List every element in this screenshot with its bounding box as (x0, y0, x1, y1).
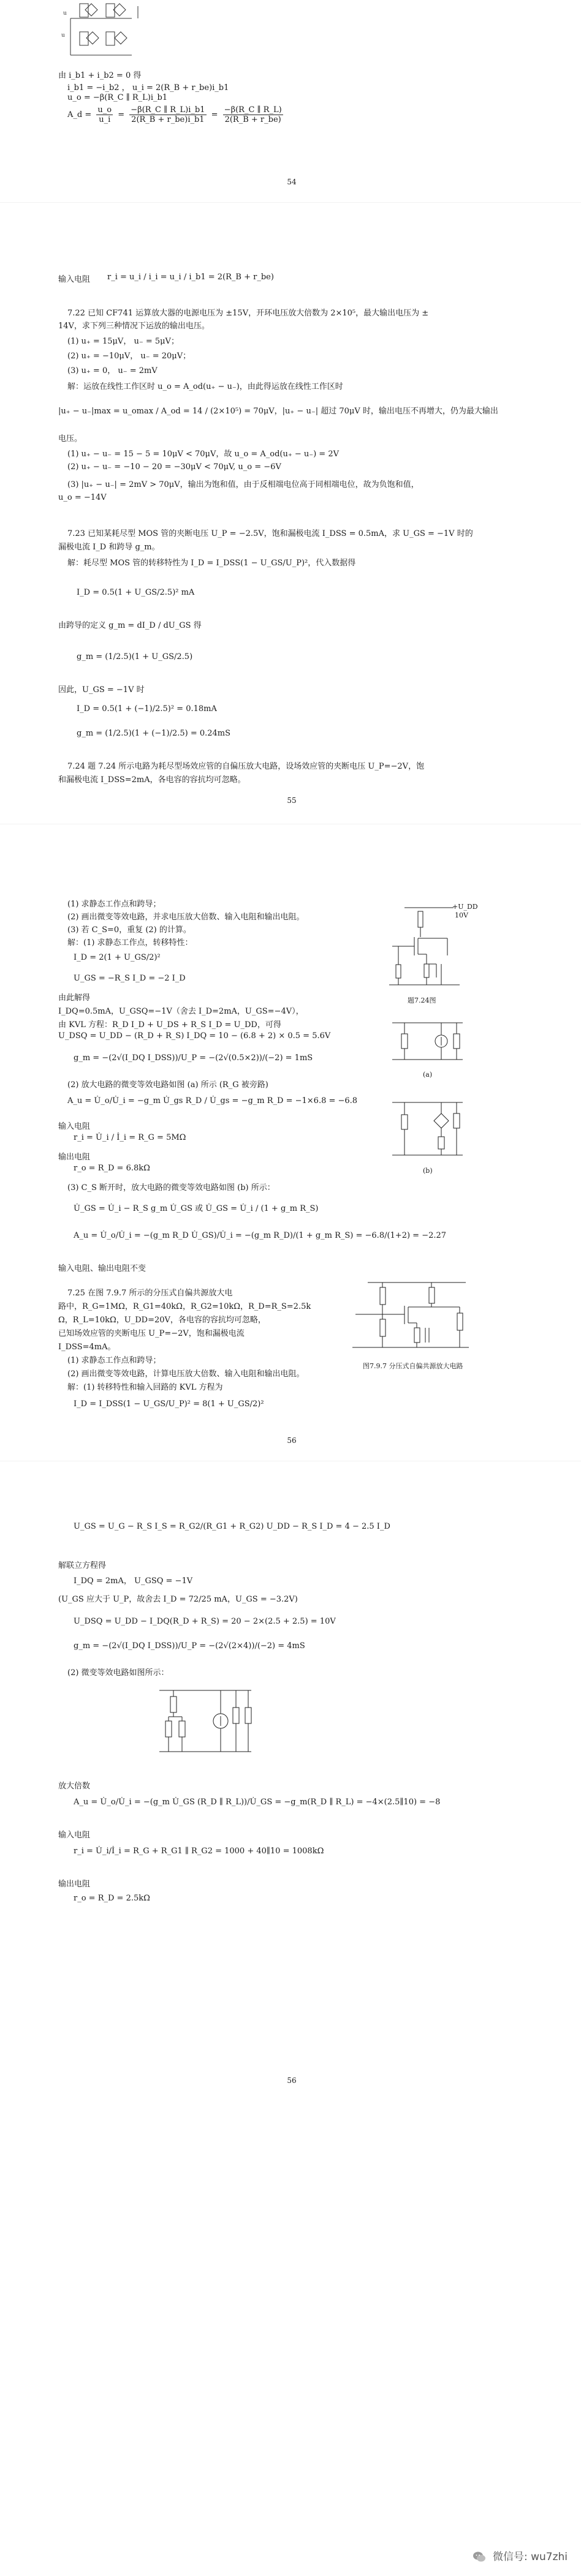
circuit-fig-7-9-7 (343, 1275, 484, 1355)
q723-eq4: 因此，U_GS = −1V 时 (58, 685, 145, 695)
p56-l1: (1) 求静态工作点和跨导； (67, 900, 161, 909)
page-number-54: 54 (287, 178, 297, 186)
p57-e6: g_m = −(2√(I_DQ I_DSS))/U_P = −(2√(2×4))/(−2) = 4mS (74, 1641, 305, 1651)
q723-eq2: 由跨导的定义 g_m = dI_D / dU_GS 得 (58, 621, 202, 630)
p54-condition: 由 i_b1 + i_b2 = 0 得 (58, 71, 142, 80)
q725-text-f: (1) 求静态工作点和跨导； (67, 1356, 161, 1365)
q723-eq3: g_m = (1/2.5)(1 + U_GS/2.5) (77, 652, 193, 661)
p57-e13: r_o = R_D = 2.5kΩ (74, 1894, 150, 1903)
p56-l16: 输出电阻 (58, 1153, 91, 1162)
p56-l5: I_D = 2(1 + U_GS/2)² (74, 953, 161, 962)
fig724-vdd-value: 10V (455, 911, 468, 919)
p54-eq3-c-num: −β(R_C ∥ R_L) (224, 105, 282, 115)
small-signal-circuit-a (383, 1017, 472, 1069)
q722-case2: (2) u₊ = −10μV， u₋ = 20μV； (67, 352, 191, 361)
q725-text-i: I_D = I_DSS(1 − U_GS/U_P)² = 8(1 + U_GS/2)² (74, 1399, 264, 1409)
p56-l7: 由此解得 (58, 993, 91, 1003)
q725-text-e: I_DSS=4mA。 (58, 1343, 116, 1352)
fig724-vdd-label: +U_DD (452, 903, 478, 911)
q722-solution-3: 电压。 (58, 434, 83, 443)
fig-a-label: (a) (423, 1071, 433, 1079)
p56-l11: g_m = −(2√(I_DQ I_DSS))/U_P = −(2√(0.5×2))/(−2) = 1mS (74, 1053, 313, 1063)
page-number-57: 56 (287, 2076, 297, 2085)
p56-l12: (2) 放大电路的微变等效电路如图 (a) 所示 (R_G 被旁路) (67, 1080, 268, 1090)
p54-eq3-a-num: u_o (97, 105, 112, 115)
p56-l9: 由 KVL 方程：R_D I_D + U_DS + R_S I_D = U_DD，可得 (58, 1020, 281, 1030)
page-separator (0, 202, 581, 203)
fig797-caption: 图7.9.7 分压式自偏共源放大电路 (363, 1362, 463, 1370)
p56-l15: r_i = U̇_i / İ_i = R_G = 5MΩ (74, 1133, 186, 1142)
q723-eq5: I_D = 0.5(1 + (−1)/2.5)² = 0.18mA (77, 704, 217, 714)
q723-text-b: 漏极电流 I_D 和跨导 g_m。 (58, 543, 160, 552)
q723-text: 7.23 已知某耗尽型 MOS 管的夹断电压 U_P = −2.5V，饱和漏极电流 I_DSS = 0.5mA，求 U_GS = −1V 时的 (67, 529, 473, 538)
p57-e5: U_DSQ = U_DD − I_DQ(R_D + R_S) = 20 − 2×(2.5 + 2.5) = 10V (74, 1617, 336, 1626)
p56-l10: U_DSQ = U_DD − (R_D + R_S) I_DQ = 10 − (6.8 + 2) × 0.5 = 5.6V (58, 1031, 331, 1041)
p56-l18: (3) C_S 断开时，放大电路的微变等效电路如图 (b) 所示： (67, 1183, 275, 1192)
p57-e8: 放大倍数 (58, 1782, 91, 1791)
q725-text-b: 路中，R_G=1MΩ，R_G1=40kΩ，R_G2=10kΩ，R_D=R_S=2.5k (58, 1302, 311, 1311)
q725-text-d: 已知场效应管的夹断电压 U_P=−2V，饱和漏极电流 (58, 1329, 245, 1338)
p57-e12: 输出电阻 (58, 1880, 91, 1889)
svg-text:u: u (63, 10, 67, 17)
watermark-text: 微信号: wu7zhi (492, 2551, 568, 2563)
q723-solution: 解：耗尽型 MOS 管的转移特性为 I_D = I_DSS(1 − U_GS/U_P)²，代入数据得 (67, 559, 356, 568)
q722-case1: (1) u₊ = 15μV， u₋ = 5μV； (67, 337, 179, 346)
q725-text-g: (2) 画出微变等效电路，计算电压放大倍数、输入电阻和输出电阻。 (67, 1369, 305, 1379)
q725-text: 7.25 在图 7.9.7 所示的分压式自偏共源放大电 (67, 1289, 233, 1298)
p56-l8: I_DQ=0.5mA，U_GSQ=−1V（舍去 I_D=2mA，U_GS=−4V）， (58, 1007, 304, 1016)
p54-eq3-b-den: 2(R_B + r_be)i_b1 (131, 115, 205, 124)
q722-solution: 解：运放在线性工作区时 u_o = A_od(u₊ − u₋)，由此得运放在线性工作区时 (67, 382, 343, 391)
q722-answer3: (3) |u₊ − u₋| = 2mV > 70μV，输出为饱和值，由于反相端电位高于同相端电位，故为负饱和值， (67, 480, 419, 489)
p57-e10: 输入电阻 (58, 1831, 91, 1840)
p54-eq3-a-den: u_i (99, 115, 111, 124)
q722-text: 7.22 已知 CF741 运算放大器的电源电压为 ±15V，开环电压放大倍数为 2×10⁵，最大输出电压为 ± (67, 309, 429, 318)
p57-e4: (U_GS 应大于 U_P，故舍去 I_D = 72/25 mA，U_GS = −3.2V) (58, 1595, 298, 1604)
p54-eq3-c-den: 2(R_B + r_be) (224, 115, 281, 124)
p56-l14: 输入电阻 (58, 1122, 91, 1131)
p57-e7: (2) 微变等效电路如图所示： (67, 1668, 169, 1678)
p54-eq3: A_d = $\frac{u\_o}{u\_i}$ = $\frac{-\beta(R\_C \parallel R\_L)i\_b1}{2(R\_B + r\_be)i\_b1}$ = $\frac{-\beta(R\_C \parallel R\_L)}{2(R\_B + r\_be)}$ (67, 105, 282, 124)
p56-l3: (3) 若 C_S=0，重复 (2) 的计算。 (67, 925, 191, 935)
q725-text-c: Ω，R_L=10kΩ，U_DD=20V，各电容的容抗均可忽略， (58, 1316, 266, 1325)
p57-e2: 解联立方程得 (58, 1561, 107, 1570)
circuit-diff-amp-fragment (58, 0, 147, 61)
p56-l19: U̇_GS = U̇_i − R_S g_m U̇_GS 或 U̇_GS = U̇_i / (1 + g_m R_S) (74, 1204, 319, 1213)
q723-eq6: g_m = (1/2.5)(1 + (−1)/2.5) = 0.24mS (77, 729, 231, 738)
q722-answer1: (1) u₊ − u₋ = 15 − 5 = 10μV < 70μV，故 u_o = A_od(u₊ − u₋) = 2V (67, 450, 339, 459)
p56-l17: r_o = R_D = 6.8kΩ (74, 1164, 150, 1173)
q722-text-b: 14V，求下列三种情况下运放的输出电压。 (58, 322, 210, 331)
p56-l20: A_u = U̇_o/U̇_i = −(g_m R_D U̇_GS)/U̇_i = −(g_m R_D)/(1 + g_m R_S) = −6.8/(1+2) = −2.27 (74, 1231, 447, 1240)
wechat-icon (473, 2550, 486, 2564)
svg-text:u: u (61, 32, 65, 39)
p54-eq2: u_o = −β(R_C ∥ R_L)i_b1 (67, 93, 168, 102)
page-number-56: 56 (287, 1436, 297, 1445)
p57-e11: r_i = U̇_i/İ_i = R_G + R_G1 ∥ R_G2 = 1000 + 40∥10 = 1008kΩ (74, 1847, 324, 1856)
fig-b-label: (b) (423, 1167, 433, 1175)
q722-answer3-b: u_o = −14V (58, 493, 107, 502)
p55-rin-label: 输入电阻 (58, 275, 91, 284)
p54-eq1: i_b1 = −i_b2 ， u_i = 2(R_B + r_be)i_b1 (67, 83, 229, 92)
p56-l4: 解：(1) 求静态工作点，转移特性： (67, 938, 193, 947)
small-signal-circuit-7-25 (147, 1683, 264, 1760)
p57-e9: A_u = U̇_o/U̇_i = −(g_m U̇_GS (R_D ∥ R_L))/U̇_GS = −g_m(R_D ∥ R_L) = −4×(2.5∥10) = −8 (74, 1798, 441, 1807)
page-number-55: 55 (287, 796, 297, 805)
p56-l6: U_GS = −R_S I_D = −2 I_D (74, 974, 186, 983)
q722-case3: (3) u₊ = 0， u₋ = 2mV (67, 366, 158, 375)
p54-eq3-lhs: A_d = (67, 110, 92, 119)
q725-text-h: 解：(1) 转移特性和输入回路的 KVL 方程为 (67, 1383, 223, 1392)
fig724-caption: 题7.24图 (408, 996, 436, 1004)
wechat-watermark (473, 2548, 568, 2564)
p56-l21: 输入电阻、输出电阻不变 (58, 1264, 146, 1273)
p56-l2: (2) 画出微变等效电路，并求电压放大倍数、输入电阻和输出电阻。 (67, 913, 305, 922)
p57-e3: I_DQ = 2mA， U_GSQ = −1V (74, 1576, 193, 1586)
p55-rin-eq: r_i = u_i / i_i = u_i / i_b1 = 2(R_B + r_be) (107, 273, 274, 282)
q724-text-b: 和漏极电流 I_DSS=2mA，各电容的容抗均可忽略。 (58, 775, 246, 785)
q723-eq1: I_D = 0.5(1 + U_GS/2.5)² mA (77, 588, 195, 597)
q722-solution-2: |u₊ − u₋|max = u_omax / A_od = 14 / (2×10⁵) = 70μV，|u₊ − u₋| 超过 70μV 时，输出电压不再增大，仍为最大输出 (58, 407, 498, 416)
q722-answer2: (2) u₊ − u₋ = −10 − 20 = −30μV < 70μV, u_o = −6V (67, 462, 281, 472)
small-signal-circuit-b (383, 1096, 472, 1164)
q724-text: 7.24 题 7.24 所示电路为耗尽型场效应管的自偏压放大电路，设场效应管的夹断电压 U_P=−2V，饱 (67, 762, 425, 771)
p54-eq3-b-num: −β(R_C ∥ R_L)i_b1 (131, 105, 205, 115)
p57-e1: U_GS = U_G − R_S I_S = R_G2/(R_G1 + R_G2) U_DD − R_S I_D = 4 − 2.5 I_D (74, 1522, 390, 1531)
p56-l13: A_u = U̇_o/U̇_i = −g_m U̇_gs R_D / U̇_gs = −g_m R_D = −1×6.8 = −6.8 (67, 1096, 358, 1105)
